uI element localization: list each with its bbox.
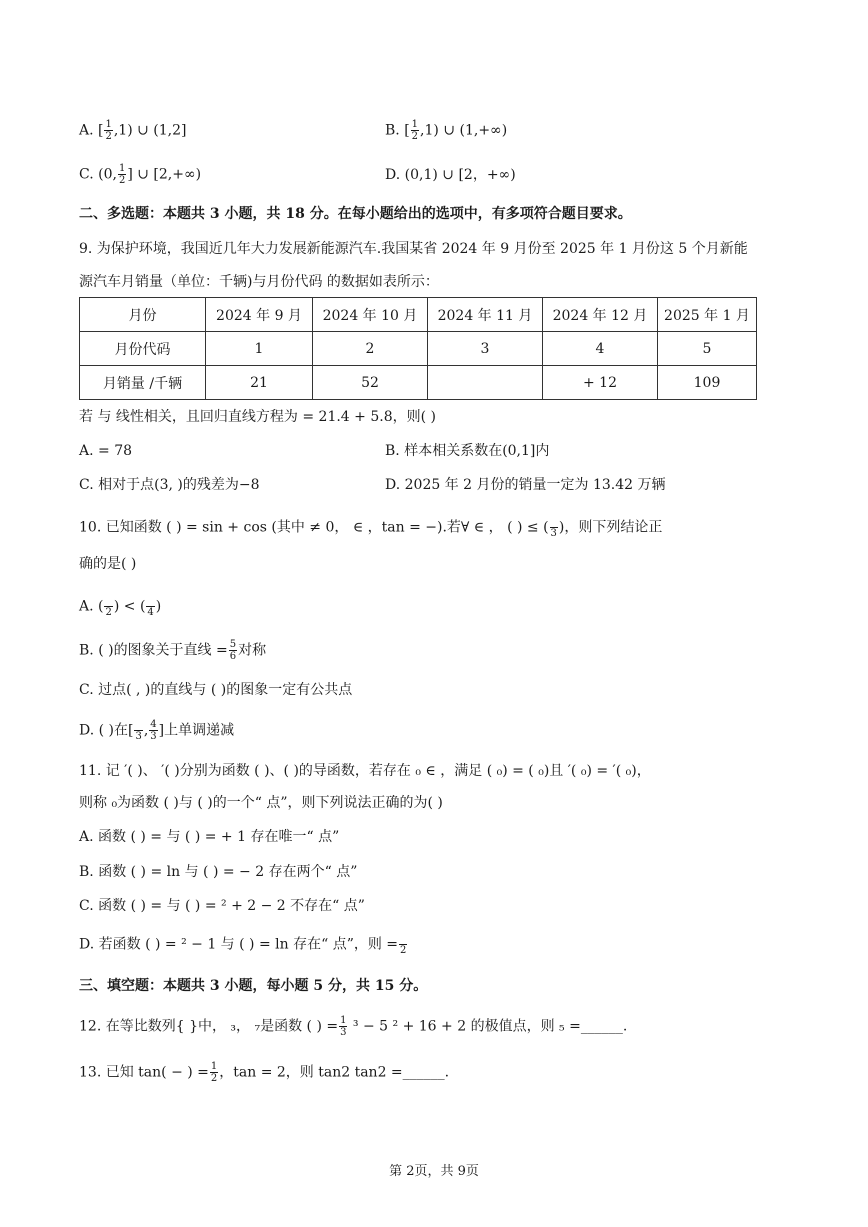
table-header-cell: 2024 年 12 月 bbox=[543, 298, 658, 332]
q10-stem-line1: 10. 已知函数 ( ) = sin + cos (其中 ≠ 0， ∈ ，tan = −).若∀ ∈ ， ( ) ≤ ( 3 )，则下列结论正 bbox=[79, 516, 662, 539]
q9-stem-line1: 9. 为保护环境，我国近几年大力发展新能源汽车.我国某省 2024 年 9 月份至 2025 年 1 月份这 5 个月新能 bbox=[79, 241, 748, 257]
table-header-cell: 月份 bbox=[80, 298, 206, 332]
fraction: $\frac{1}{2}$ bbox=[118, 163, 126, 186]
q8-option-a: A. [ $\frac{1}{2}$ ,1) ∪ (1,2] bbox=[79, 119, 187, 142]
table-row bbox=[80, 332, 757, 366]
table-header-cell: 2024 年 10 月 bbox=[313, 298, 428, 332]
fraction: $\frac{5}{6}$ bbox=[229, 639, 237, 662]
table-cell: 109 bbox=[658, 366, 757, 400]
q11-stem-line2: 则称 ₀为函数 ( )与 ( )的一个“ 点”，则下列说法正确的为( ) bbox=[79, 795, 443, 811]
fraction: 3 bbox=[134, 719, 142, 742]
fraction: $\frac{1}{2}$ bbox=[411, 119, 419, 142]
fraction: $\frac{1}{3}$ bbox=[340, 1015, 347, 1038]
table-header-cell: 2024 年 11 月 bbox=[428, 298, 543, 332]
fraction: $\frac{1}{2}$ bbox=[210, 1061, 218, 1084]
table-row bbox=[80, 366, 757, 400]
q10-option-c: C. 过点( , )的直线与 ( )的图象一定有公共点 bbox=[79, 682, 353, 698]
q8-option-c: C. (0, $\frac{1}{2}$ ] ∪ [2,+∞) bbox=[79, 163, 202, 186]
table-cell: 4 bbox=[543, 332, 658, 366]
q10-option-b: B. ( )的图象关于直线 = $\frac{5}{6}$ 对称 bbox=[79, 639, 267, 662]
table-cell: 3 bbox=[428, 332, 543, 366]
fraction: $\frac{4}{3}$ bbox=[150, 719, 157, 742]
table-cell: 1 bbox=[206, 332, 313, 366]
page-number-footer: 第 2页，共 9页 bbox=[389, 1164, 479, 1179]
q10-option-a: A. ( 2 ) < ( 4 ) bbox=[79, 595, 161, 618]
fraction: 2 bbox=[399, 933, 407, 956]
q9-option-b: B. 样本相关系数在(0,1]内 bbox=[385, 443, 550, 459]
q10-option-d: D. ( )在[ 3 , $\frac{4}{3}$ ]上单调递减 bbox=[79, 719, 235, 742]
q10-stem-line2: 确的是( ) bbox=[79, 556, 137, 572]
q9-stem-line2: 源汽车月销量（单位：千辆)与月份代码 的数据如表所示： bbox=[79, 274, 439, 290]
q11-option-b: B. 函数 ( ) = ln 与 ( ) = − 2 存在两个“ 点” bbox=[79, 864, 358, 880]
table-cell: + 12 bbox=[543, 366, 658, 400]
section2-heading: 二、多选题：本题共 3 小题，共 18 分。在每小题给出的选项中，有多项符合题目要求。 bbox=[79, 206, 632, 222]
table-header-row bbox=[80, 298, 757, 332]
q9-option-a: A. = 78 bbox=[79, 443, 133, 459]
q9-stem-line3: 若 与 线性相关，且回归直线方程为 = 21.4 + 5.8，则( ) bbox=[79, 409, 436, 425]
q9-option-c: C. 相对于点(3, )的残差为−8 bbox=[79, 477, 260, 493]
table-cell: 21 bbox=[206, 366, 313, 400]
q11-option-c: C. 函数 ( ) = 与 ( ) = ² + 2 − 2 不存在“ 点” bbox=[79, 898, 365, 914]
table-cell: 月销量 /千辆 bbox=[80, 366, 206, 400]
q11-stem-line1: 11. 记 ′( )、 ′( )分别为函数 ( )、( )的导函数，若存在 ₀ ∈ ，满足 ( ₀) = ( ₀)且 ′( ₀) = ′( ₀)， bbox=[79, 763, 651, 779]
fraction: 2 bbox=[104, 595, 112, 618]
section3-heading: 三、填空题：本题共 3 小题，每小题 5 分，共 15 分。 bbox=[79, 978, 428, 994]
fraction: $\frac{1}{2}$ bbox=[105, 119, 112, 142]
q11-option-a: A. 函数 ( ) = 与 ( ) = + 1 存在唯一“ 点” bbox=[79, 829, 340, 845]
table-header-cell: 2025 年 1 月 bbox=[658, 298, 757, 332]
q8-option-d: D. (0,1) ∪ [2，+∞) bbox=[385, 167, 516, 183]
q8-option-b: B. [ $\frac{1}{2}$ ,1) ∪ (1,+∞) bbox=[385, 119, 508, 142]
q9-option-d: D. 2025 年 2 月份的销量一定为 13.42 万辆 bbox=[385, 477, 666, 493]
table-cell: 月份代码 bbox=[80, 332, 206, 366]
table-header-cell: 2024 年 9 月 bbox=[206, 298, 313, 332]
table-cell: 52 bbox=[313, 366, 428, 400]
q9-data-table bbox=[79, 297, 757, 400]
fraction: 3 bbox=[550, 516, 558, 539]
q11-option-d: D. 若函数 ( ) = ² − 1 与 ( ) = ln 存在“ 点”，则 = 2 bbox=[79, 933, 408, 956]
fraction: 4 bbox=[146, 595, 154, 618]
q12-stem: 12. 在等比数列{ }中， ₃， ₇是函数 ( ) = $\frac{1}{3}$ ³ − 5 ² + 16 + 2 的极值点，则 ₅ =______. bbox=[79, 1015, 628, 1038]
table-cell: 5 bbox=[658, 332, 757, 366]
table-cell: 2 bbox=[313, 332, 428, 366]
q13-stem: 13. 已知 tan( − ) = $\frac{1}{2}$ ，tan = 2，则 tan2 tan2 =______. bbox=[79, 1061, 450, 1084]
table-cell bbox=[428, 366, 543, 400]
